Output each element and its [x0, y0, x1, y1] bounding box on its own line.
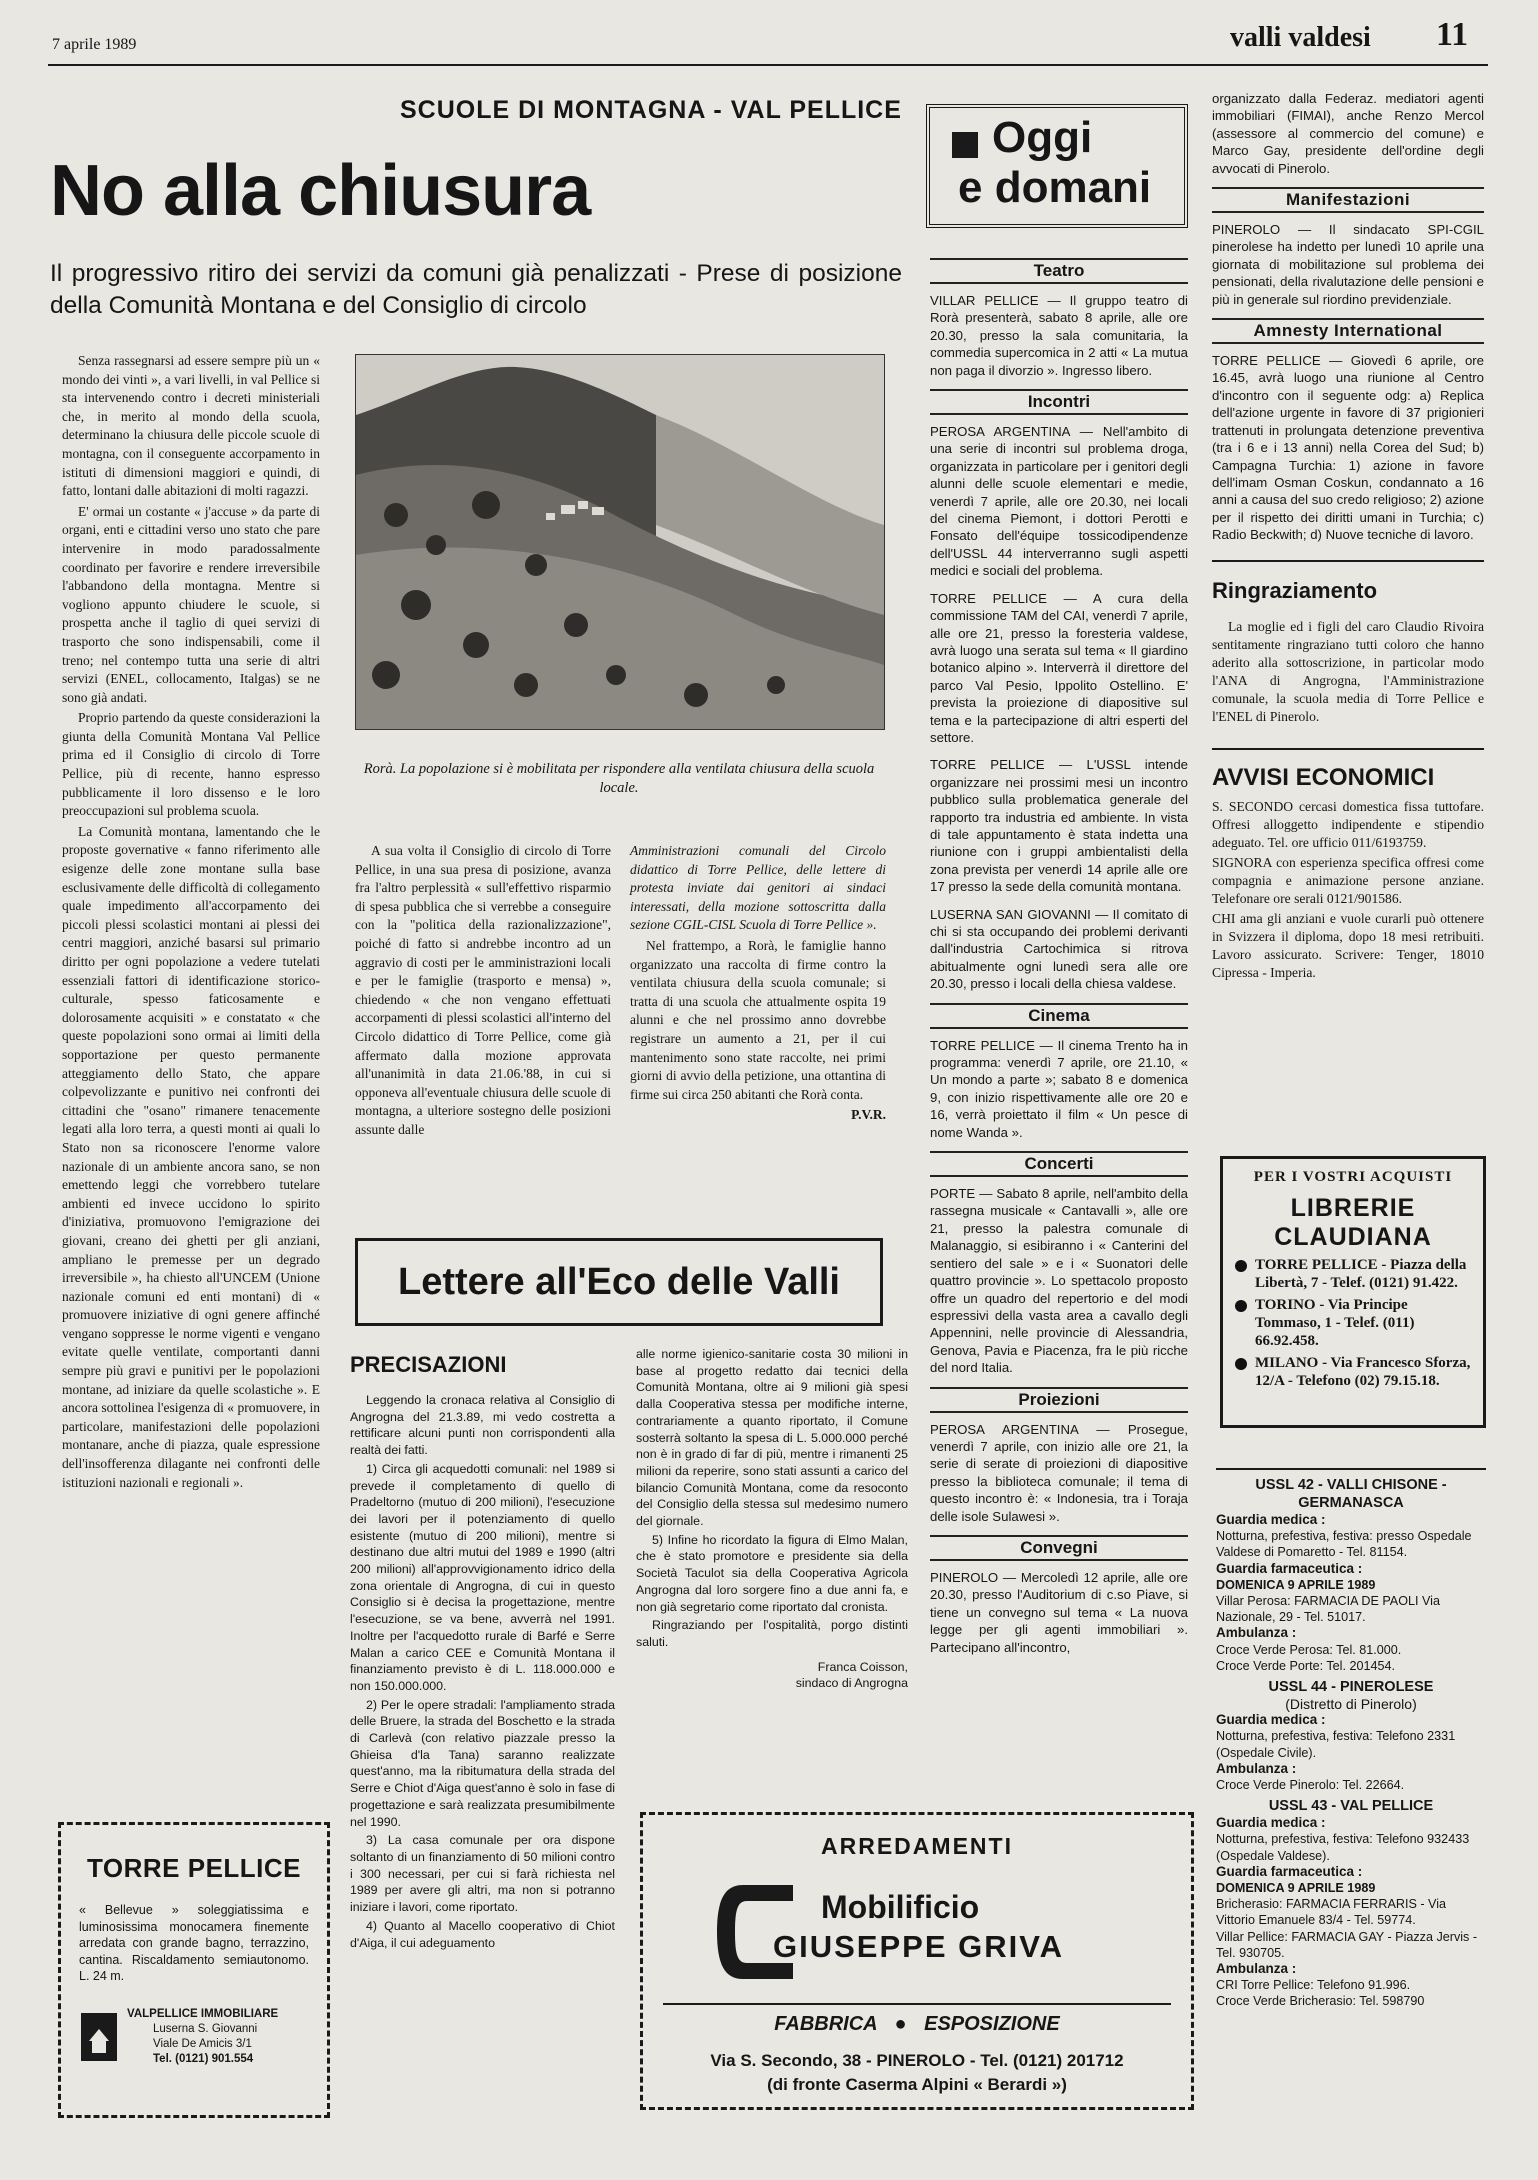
event-text: LUSERNA SAN GIOVANNI — Il comitato di chi si sta occupando dei problemi derivanti dall'industria Cartochimica si ritrova abitualmente ogni lunedì sera alle ore 20.30, presso i locali della chiesa valdese.: [930, 906, 1188, 992]
ussl-line: Villar Pellice: FARMACIA GAY - Piazza Jervis - Tel. 930705.: [1216, 1929, 1478, 1960]
librerie-name: CLAUDIANA: [1274, 1223, 1432, 1251]
ussl-line: Guardia medica :: [1216, 1512, 1326, 1527]
ad-address: Via S. Secondo, 38 - PINEROLO - Tel. (0121) 201712: [710, 2051, 1124, 2070]
ussl-line: Guardia farmaceutica :: [1216, 1863, 1363, 1879]
event-text: PORTE — Sabato 8 aprile, nell'ambito della rassegna musicale « Cantavalli », alle ore 21, presso la palestra comunale di Malanaggio, si esibiranno i « Canterini del sentiero del sale » e i « Suonatori delle quattro provincie ». Lo spettacolo proposto offre un quadro del repertorio e del modi espressivi della vasta area a cavallo degli Appennini, nelle provincie di Alessandria, Genova, Pavia e Piacenza, fra le più ricche del nord Italia.: [930, 1186, 1188, 1376]
agency-phone: Tel. (0121) 901.554: [153, 2052, 254, 2065]
ussl-line: Croce Verde Pinerolo: Tel. 22664.: [1216, 1778, 1405, 1793]
section-header-concerti: Concerti: [930, 1151, 1188, 1177]
ussl-title: USSL 43 - VAL PELLICE: [1268, 1798, 1434, 1815]
letter-col-b: [636, 1346, 908, 1692]
bullet-icon: [1235, 1300, 1247, 1312]
event-text: PINEROLO — Il sindacato SPI-CGIL pinerolese ha indetto per lunedì 10 aprile una giornata di mobilitazione sul problema dei pensionati, della rivalutazione delle pensioni e più in generale sul riordino previdenziale.: [1212, 222, 1484, 307]
house-logo-icon: [79, 2007, 119, 2063]
article-kicker: SCUOLE DI MONTAGNA - VAL PELLICE: [400, 96, 902, 124]
right-column: [1212, 90, 1484, 984]
ussl-title: USSL 44 - PINEROLESE: [1268, 1679, 1434, 1696]
paragraph: La Comunità montana, lamentando che le proposte governative « fanno riferimento alle esigenze delle zone montane sulla base esclusivamente delle difficoltà di collegamento quale impedimento all'accorpamento dei piccoli plessi scolastici montani ai plessi dei centri maggiori, anziché basarsi sul primario diritto per ogni popolazione a vedere tutelati essenziali fattori di identificazione storico-culturale, spesso faticosamente e dolorosamente acquisiti » e constatato « che queste popolazioni sono ormai ai limiti della sopportazione per questo permanente atteggiamento dello Stato, che appare colpevolizzante e punitivo nei confronti dei cittadini che "osano" rimanere tenacemente legati alla loro terra, a questi monti ai quali lo Stato non sa riconoscere l'enorme valore nazionale di un ambiente ancora sano, se non emettendo leggi che vorrebbero tutelare ambienti ed invece uccidono lo spirito d'iniziativa, promuovono l'emigrazione dei giovani, creano dei ghetti per gli anziani, ampliano le premesse per un degrado irreversibile », ha chiesto all'UNCEM (Unione nazionale comuni ed enti montani) di « promuovere iniziative di ogni genere affinché vengano soppresse le norme vigenti e vengano evitate quelle ventilate, comportanti danni sempre più gravi e punitivi per le popolazioni montane, ad iniziare da quelle scolastiche ». E ancora sottolinea l'esigenza di « promuovere, in particolare, manifestazioni delle popolazioni montanare, anche di piazza, quale espressione dell'insofferenza dilagante nei confronti delle istituzioni nazionali e regionali ».: [62, 823, 320, 1490]
classified-ad: S. SECONDO cercasi domestica fissa tuttofare. Offresi alloggetto indipendente e stipendio adeguato. Tel. ore ufficio 011/6193759.: [1212, 798, 1484, 850]
librerie-ad: [1220, 1156, 1486, 1428]
paragraph: Senza rassegnarsi ad essere sempre più un « mondo dei vinti », a vari livelli, in val Pellice si sta intervenendo contro i decreti ministeriali che, in merito al mondo della scuola, determinano la chiusura delle piccole scuole di montagna, con il conseguente accorpamento in istituti di dimensioni maggiori e quindi, di fatto, lontani dalle abitazioni di molti ragazzi.: [62, 353, 320, 499]
event-text: TORRE PELLICE — Il cinema Trento ha in programma: venerdì 7 aprile, ore 21.10, « Un mondo a parte »; sabato 8 e domenica 9, con inizio rispettivamente alle ore 20 e 16, verrà proiettato il film « Un pesce di nome Wanda ».: [930, 1037, 1188, 1140]
ad-top-line: PER I VOSTRI ACQUISTI: [1253, 1169, 1453, 1185]
paragraph: 1) Circa gli acquedotti comunali: nel 1989 si prevede il completamento di quello di Pradeltorno (mutuo di 200 milioni), l'esecuzione dei lavori per il potenziamento di quello esistente (mutuo di 200 milioni), mentre si destinano due altri mutui del 1989 e 1990 (altri 200 milioni) all'approvvigionamento idrico della zona orientale di Angrogna, di cui in questo Consiglio si è decisa la progettazione, mentre l'esecuzione, se va bene, avverrà nel 1991. Inoltre per l'acquedotto rurale di Barfé e Serre Malan a carico CEE e Comunità Montana il finanziamento previsto è di L. 118.000.000 e non 150.000.000.: [350, 1461, 615, 1693]
paragraph: 2) Per le opere stradali: l'ampliamento strada delle Bruere, la strada del Boschetto e la strada di Carlevà (con relativo piazzale presso la Ghieisa d'la Tana) saranno realizzate quest'anno, ma la ribitumatura della strada del Serre e Chiot d'Aiga quest'anno è solo in fase di progettazione e sarà realizzata presumibilmente nel 1990.: [350, 1697, 615, 1829]
ussl-line: Villar Perosa: FARMACIA DE PAOLI Via Nazionale, 29 - Tel. 51017.: [1216, 1594, 1440, 1625]
ad-tag: FABBRICA: [774, 2013, 877, 2035]
ussl-line: DOMENICA 9 APRILE 1989: [1216, 1577, 1376, 1592]
classified-ad: SIGNORA con esperienza specifica offresi come compagnia e animazione persone anziane. Telefonare ore serali 0121/901586.: [1212, 854, 1484, 906]
article-col2: [355, 842, 611, 1142]
griva-ad: [640, 1812, 1194, 2110]
ad-address-note: (di fronte Caserma Alpini « Berardi »): [767, 2075, 1067, 2094]
section-header-convegni: Convegni: [930, 1535, 1188, 1561]
ussl-line: Notturna, prefestiva, festiva: presso Ospedale Valdese di Pomaretto - Tel. 81154.: [1216, 1529, 1472, 1560]
paragraph: Ringraziando per l'ospitalità, porgo distinti saluti.: [636, 1618, 908, 1649]
article-signature: P.V.R.: [851, 1107, 886, 1123]
paragraph: E' ormai un costante « j'accuse » da parte di organi, enti e cittadini verso uno stato che pare intervenire in modo paradossalmente coordinato per favorire e rendere irreversibile l'abbandono della montagna. Mentre si vogliono appunto chiudere le scuole, si prospetta anche il taglio di quei servizi di trasporto che sono indispensabili, come il treno; nel contempo tutta una serie di altri servizi (ENEL, collocamento, Italgas) se ne sono già andati.: [62, 503, 320, 705]
section-header-manifestazioni: Manifestazioni: [1212, 187, 1484, 213]
event-text: PEROSA ARGENTINA — Nell'ambito di una serie di incontri sul problema droga, organizzata in particolare per i genitori degli alunni delle scuole elementari e medie, venerdì 7 aprile, alle ore 20.30, nei locali del cinema Piemont, i dottori Perotti e Fonsato dell'équipe tossicodipendenze dell'USSL 44 interverranno sugli aspetti medici e sociali del problema.: [930, 424, 1188, 579]
agency-name: VALPELLICE IMMOBILIARE: [127, 2007, 279, 2020]
ussl-line: Croce Verde Bricherasio: Tel. 598790: [1216, 1994, 1425, 2009]
oggi-box: [926, 104, 1188, 228]
article-photo: [355, 354, 885, 730]
ussl-line: Guardia medica :: [1216, 1815, 1326, 1831]
ussl-line: Croce Verde Perosa: Tel. 81.000.: [1216, 1642, 1402, 1657]
section-header-cinema: Cinema: [930, 1003, 1188, 1029]
letter-col-a: [350, 1392, 615, 1953]
section-header-proiezioni: Proiezioni: [930, 1387, 1188, 1413]
letters-title: PRECISAZIONI: [350, 1352, 507, 1377]
librerie-name: LIBRERIE: [1290, 1194, 1416, 1222]
ussl-line: DOMENICA 9 APRILE 1989: [1216, 1881, 1376, 1896]
torre-pellice-ad: [58, 1822, 330, 2118]
ussl-line: CRI Torre Pellice: Telefono 91.996.: [1216, 1978, 1411, 1993]
photo-caption: Rorà. La popolazione si è mobilitata per rispondere alla ventilata chiusura della scuola locale.: [363, 761, 875, 796]
oggi-subtitle: e domani: [958, 163, 1152, 212]
ussl-subtitle: (Distretto di Pinerolo): [1285, 1696, 1417, 1713]
ussl-line: Guardia medica :: [1216, 1712, 1326, 1728]
article-col3: [630, 842, 886, 1125]
oggi-title: Oggi: [992, 113, 1093, 162]
ussl-line: Notturna, prefestiva, festiva: Telefono 932433 (Ospedale Valdese).: [1216, 1832, 1470, 1863]
ussl-title: USSL 42 - VALLI CHISONE - GERMANASCA: [1255, 1477, 1447, 1511]
bullet-icon: ●: [894, 2013, 907, 2035]
rule: [1212, 748, 1484, 750]
letter-signer: Franca Coisson,: [817, 1659, 908, 1674]
ad-brand: Mobilificio: [821, 1889, 980, 1925]
paper-name: valli valdesi: [1230, 22, 1371, 53]
rule: [1212, 560, 1484, 562]
ringraziamento-text: La moglie ed i figli del caro Claudio Rivoira sentitamente ringraziano tutti coloro che hanno aderito alla sottoscrizione, in particolar modo l'ANA di Angrogna, l'Amministrazione comunale, la scuola media di Torre Pellice e l'ENEL di Pinerolo.: [1212, 618, 1484, 724]
store-address: TORRE PELLICE - Piazza della Libertà, 7 - Telef. (0121) 91.422.: [1255, 1257, 1467, 1291]
ussl-line: Ambulanza :: [1216, 1760, 1297, 1776]
bullet-icon: [1235, 1358, 1247, 1370]
section-header-teatro: Teatro: [930, 258, 1188, 284]
event-text: PINEROLO — Mercoledì 12 aprile, alle ore 20.30, presso l'Auditorium di c.so Piave, si tiene un convegno sul tema « La nuova legge per gli agenti immobiliari ». Partecipano all'incontro,: [930, 1569, 1188, 1655]
ussl-line: Ambulanza :: [1216, 1625, 1297, 1641]
ad-rule: [663, 2003, 1171, 2005]
letters-banner: [355, 1238, 883, 1326]
oggi-events: [930, 258, 1188, 1666]
oggi-sections: [930, 258, 1188, 1656]
paragraph: Proprio partendo da queste considerazioni la giunta della Comunità Montana Val Pellice prima ed il Consiglio di circolo di Torre Pellice, più di recente, hanno espresso pubblicamente il loro dissenso e le loro preoccupazioni sul problema scuola.: [62, 710, 320, 819]
letter-signer-role: sindaco di Angrogna: [795, 1676, 908, 1691]
ad-brand-name: GIUSEPPE GRIVA: [773, 1929, 1064, 1964]
paragraph: 3) La casa comunale per ora dispone soltanto di un finanziamento di 50 milioni contro i 300 necessari, per cui si farà richiesta nel 1989 per avere gli altri, ma non si potranno iniziare i lavori, come riportato.: [350, 1833, 615, 1915]
paragraph: Nel frattempo, a Rorà, le famiglie hanno organizzato una raccolta di firme contro la ventilata chiusura della scuola comunale; si tratta di una scuola che attualmente ospita 19 alunni e che nel prossimo anno dovrebbe registrare un aumento a 21, per il cui mantenimento sono state raccolte, nei primi giorni di avvio della petizione, una ottantina di firme sui circa 250 abitanti che Rorà conta.: [630, 937, 886, 1102]
mountain-village-photo: [356, 355, 884, 729]
ringraziamento-title: Ringraziamento: [1212, 577, 1378, 603]
avvisi-title: AVVISI ECONOMICI: [1212, 763, 1435, 791]
paragraph: 4) Quanto al Macello cooperativo di Chiot d'Aiga, il cui adeguamento: [350, 1918, 615, 1950]
article-title: No alla chiusura: [50, 151, 591, 231]
event-text: TORRE PELLICE — Giovedì 6 aprile, ore 16.45, avrà luogo una riunione al Centro d'incontro con il seguente odg: a) Replica dell'azione urgente in favore di 37 prigionieri trattenuti in prolungata detenzione preventiva (tra i 6 e i 13 anni) nella Corea del Sud; b) Campagna Turchia: 1) azione in favore dell'imam Osman Coskun, condannato a 16 anni a causa del suo credo religioso; 2) azione per il rispetto dei diritti umani in Turchia; c) Radio Beckwith; d) Nuove tecniche di lavoro.: [1212, 353, 1484, 543]
page-number: 11: [1436, 16, 1469, 53]
article-col1: [62, 352, 320, 1494]
ussl-list: [1216, 1476, 1486, 2010]
paragraph: Amministrazioni comunali del Circolo didattico di Torre Pellice, delle lettere di protesta inviate dai genitori ai sindaci interessati, della mozione sottoscritta dalla sezione CGIL-CISL Scuola di Torre Pellice ».: [630, 843, 886, 933]
agency-address: Luserna S. Giovanni: [153, 2022, 258, 2035]
event-text: organizzato dalla Federaz. mediatori agenti immobiliari (FIMAI), anche Renzo Mercol (assessore al commercio del comune) e Marco Gay, presidente dell'ordine degli avvocati di Pinerolo.: [1212, 91, 1484, 176]
section-header-incontri: Incontri: [930, 389, 1188, 415]
ad-tag: ESPOSIZIONE: [924, 2013, 1060, 2035]
letters-banner-text: Lettere all'Eco delle Valli: [397, 1261, 840, 1303]
paragraph: Leggendo la cronaca relativa al Consiglio di Angrogna del 21.3.89, mi vedo costretta a rettificare alcuni punti non corrispondenti alla realtà dei fatti.: [350, 1393, 615, 1458]
ad-label: ARREDAMENTI: [821, 1833, 1013, 1859]
event-text: TORRE PELLICE — A cura della commissione TAM del CAI, venerdì 7 aprile, alle ore 21, presso la foresteria valdese, avrà luogo una serata sul tema « Il giardino botanico alpino ». Interverrà il direttore del parco Val Pesio, Ippolito Ostellino. E' prevista la proiezione di diapositive sul tema e la partecipazione di altri esperti del settore.: [930, 590, 1188, 745]
bullet-icon: [1235, 1260, 1247, 1272]
event-text: VILLAR PELLICE — Il gruppo teatro di Rorà presenterà, sabato 8 aprile, alle ore 20.30, presso la sala comunitaria, la commedia supercomica in 2 atti « La mutua non paga il divorzio ». Ingresso libero.: [930, 293, 1188, 378]
ussl-line: Bricherasio: FARMACIA FERRARIS - Via Vittorio Emanuele 83/4 - Tel. 59774.: [1216, 1897, 1447, 1928]
square-bullet-icon: [952, 132, 978, 158]
ad-title: TORRE PELLICE: [86, 1853, 302, 1883]
ussl-line: Ambulanza :: [1216, 1961, 1297, 1977]
event-text: TORRE PELLICE — L'USSL intende organizzare nei prossimi mesi un incontro pubblico sulla problematica generale del rapporto tra industria ed ambiente. In vista di tale appuntamento è stata indetta una riunione con i gruppi ambientalisti della zona prevista per venerdì 14 aprile alle ore 17 presso la sede della comunità montana.: [930, 757, 1188, 895]
store-address: TORINO - Via Principe Tommaso, 1 - Telef. (011) 66.92.458.: [1255, 1297, 1415, 1349]
event-text: PEROSA ARGENTINA — Prosegue, venerdì 7 aprile, con inizio alle ore 21, la serie di serate di proiezioni di diapositive presso la biblioteca comunale; il tema di questo incontro è: « Indonesia, tra i Toraja delle isole Sulawesi ».: [930, 1421, 1188, 1524]
header-rule: [48, 64, 1488, 66]
paragraph: A sua volta il Consiglio di circolo di Torre Pellice, in una sua presa di posizione, avanza fra l'altro perplessità « sull'effettivo risparmio di spesa pubblica che si verrebbe a conseguire con la "politica della razionalizzazione", poiché di fatto si andrebbe incontro ad un aggravio di costi per le amministrazioni locali e per le famiglie (trasporto e mensa) », chiedendo « che non vengano effettuati accorpamenti di plessi scolastici all'interno del Circolo didattico di Torre Pellice, come già affermato dalla mozione approvata all'unanimità in data 21.06.'88, in cui si opponeva all'eventuale chiusura delle scuole di montagna, a ulteriore sostegno delle posizioni assunte dalle: [355, 843, 611, 1137]
agency-address: Viale De Amicis 3/1: [153, 2037, 252, 2050]
ussl-line: Guardia farmaceutica :: [1216, 1560, 1363, 1576]
ussl-block: [1216, 1468, 1486, 2010]
article-subtitle: Il progressivo ritiro dei servizi da comuni già penalizzati - Prese di posizione della Comunità Montana e del Consiglio di circolo: [50, 260, 902, 319]
classified-ad: CHI ama gli anziani e vuole curarli può ottenere in Svizzera il diploma, dopo 18 mesi retribuiti. Lavoro assicurato. Scrivere: Tenger, 18010 Cipressa - Imperia.: [1212, 910, 1484, 980]
paragraph: alle norme igienico-sanitarie costa 30 milioni in base al progetto redatto dai tecnici della Comunità Montana, oltre ai 9 milioni già spesi dalla Cooperativa stessa per modifiche interne, contrariamente a quanto riportato, il Comune sosterrà soltanto la spesa di L. 5.000.000 perché non è in grado di far di più, mentre i rimanenti 25 milioni da reperire, sono stati assunti a carico del bilancio Comunità Montana, come da resoconto del Consiglio della stessa sul medesimo numero del giornale.: [636, 1347, 908, 1529]
ad-text: « Bellevue » soleggiatissima e luminosissima monocamera finemente arredata con grande bagno, terrazzino, cantina. Riscaldamento semiautonomo. L. 24 m.: [79, 1903, 309, 1983]
section-header-amnesty: Amnesty International: [1212, 318, 1484, 344]
ussl-line: Notturna, prefestiva, festiva: Telefono 2331 (Ospedale Civile).: [1216, 1729, 1456, 1760]
page-date: 7 aprile 1989: [52, 36, 137, 53]
store-address: MILANO - Via Francesco Sforza, 12/A - Telefono (02) 79.15.18.: [1255, 1355, 1471, 1389]
ussl-line: Croce Verde Porte: Tel. 201454.: [1216, 1658, 1395, 1673]
paragraph: 5) Infine ho ricordato la figura di Elmo Malan, che è stato promotore e presidente sia della Società Taculot sia della Cooperativa Agricola Angrogna dal loro sorgere fino a due anni fa, e non già segretario come riportato dal cronista.: [636, 1532, 908, 1614]
